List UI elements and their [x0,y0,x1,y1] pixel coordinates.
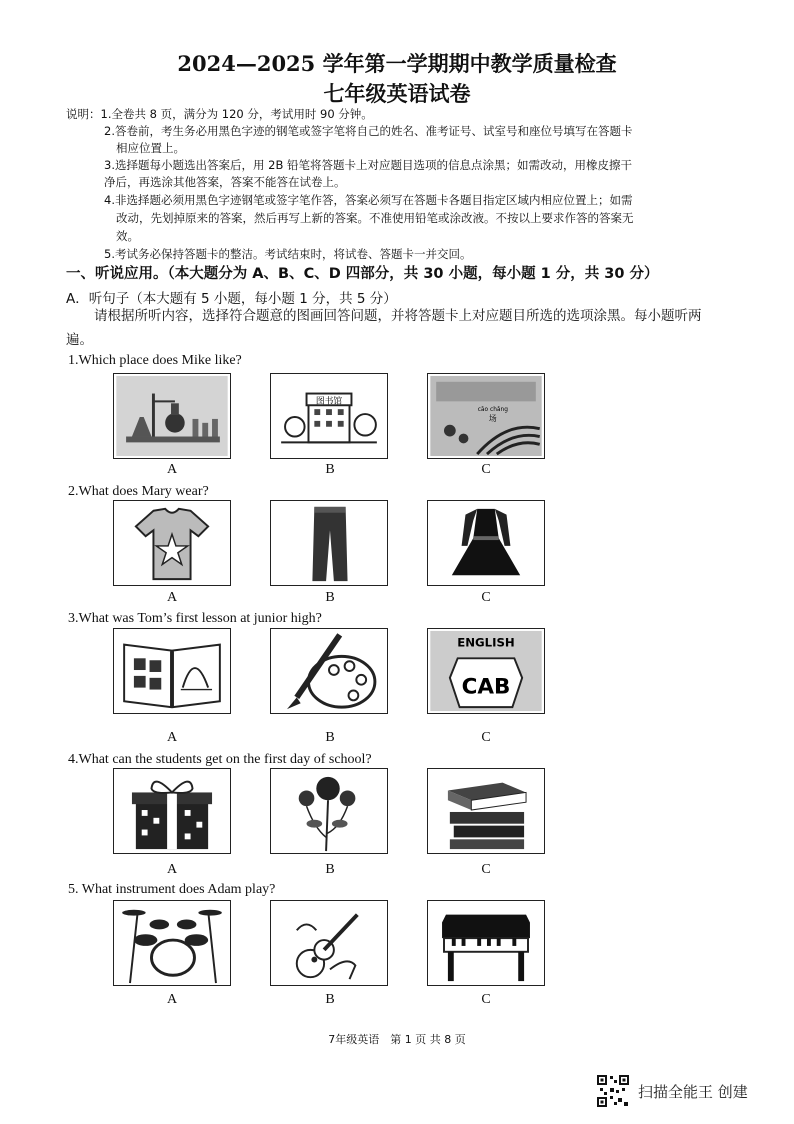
option-1a-laboratory-icon[interactable] [113,373,231,459]
question-1: 1.Which place does Mike like? [68,353,242,368]
instruction-line: 3.选择题每小题选出答案后，用 2B 铅笔将答题卡上对应题目选项的信息点涂黑；如需改动，用橡皮擦干 [104,158,632,172]
option-1b-library-icon[interactable] [270,373,388,459]
instruction-line: 5.考试务必保持答题卡的整洁。考试结束时，将试卷、答题卡一并交回。 [104,247,472,261]
option-2a-t-shirt-icon[interactable] [113,500,231,586]
option-label: B [325,730,335,745]
question-5: 5. What instrument does Adam play? [68,882,276,897]
option-label: C [481,590,491,605]
option-label: C [481,862,491,877]
english-letters-text: CAB [461,674,511,700]
question-4: 4.What can the students get on the first day of school? [68,752,372,767]
option-2c-dress-icon[interactable] [427,500,545,586]
option-1c-playground-icon[interactable] [427,373,545,459]
instruction-line: 改动，先划掉原来的答案，然后再写上新的答案。不准使用铅笔或涂改液。不按以上要求作答的答案无 [116,211,634,225]
option-label: C [481,730,491,745]
option-label: C [481,992,491,1007]
option-4a-gift-icon[interactable] [113,768,231,854]
library-sign-text: 图书馆 [315,396,343,407]
option-3a-math-book-icon[interactable] [113,628,231,714]
directions: 请根据所听内容，选择符合题意的图画回答问题，并将答题卡上对应题目所选的选项涂黑。每小题听两遍。 [66,308,702,348]
option-label: B [325,992,335,1007]
option-4b-rose-icon[interactable] [270,768,388,854]
instruction-line: 效。 [116,229,139,243]
instruction-line: 2.答卷前，考生务必用黑色字迹的钢笔或签字笔将自己的姓名、准考证号、试室号和座位号填写在答题卡 [104,124,633,138]
option-label: B [325,462,335,477]
section-heading: 一、听说应用。（本大题分为 A、B、C、D 四部分，共 30 小题，每小题 1 分，共 30 分） [66,266,659,282]
exam-subtitle: 七年级英语试卷 [323,81,471,106]
question-3: 3.What was Tom’s first lesson at junior high? [68,611,322,626]
option-label: A [166,992,178,1007]
english-banner-text: ENGLISH [457,635,515,650]
option-2b-pants-icon[interactable] [270,500,388,586]
option-5c-piano-icon[interactable] [427,900,545,986]
option-5b-guitar-icon[interactable] [270,900,388,986]
scanner-text: 扫描全能王 创建 [638,1082,748,1101]
option-label: B [325,862,335,877]
instruction-line: 说明：1.全卷共 8 页，满分为 120 分，考试用时 90 分钟。 [66,107,373,121]
option-label: A [166,462,178,477]
question-2: 2.What does Mary wear? [68,484,209,499]
exam-title: 2024—2025 学年第一学期期中教学质量检查 [177,51,617,76]
page-footer: 7年级英语 第 1 页 共 8 页 [328,1033,466,1046]
option-label: A [166,862,178,877]
option-4c-books-icon[interactable] [427,768,545,854]
option-label: A [166,730,178,745]
scanner-watermark [596,1074,748,1108]
option-label: C [481,462,491,477]
instruction-line: 净后，再选涂其他答案，答案不能答在试卷上。 [104,175,346,189]
option-3c-english-icon[interactable] [427,628,545,714]
playground-pinyin: cāo chǎng [477,407,508,414]
option-3b-art-palette-icon[interactable] [270,628,388,714]
playground-char: 场 [488,413,497,423]
qr-code-icon [596,1074,630,1108]
option-5a-drums-icon[interactable] [113,900,231,986]
option-label: A [166,590,178,605]
part-a-heading: A．听句子（本大题有 5 小题，每小题 1 分，共 5 分） [66,291,397,307]
option-label: B [325,590,335,605]
instruction-line: 相应位置上。 [116,141,185,155]
instruction-line: 4.非选择题必须用黑色字迹钢笔或签字笔作答，答案必须写在答题卡各题目指定区域内相应位置上；如需 [104,193,633,207]
